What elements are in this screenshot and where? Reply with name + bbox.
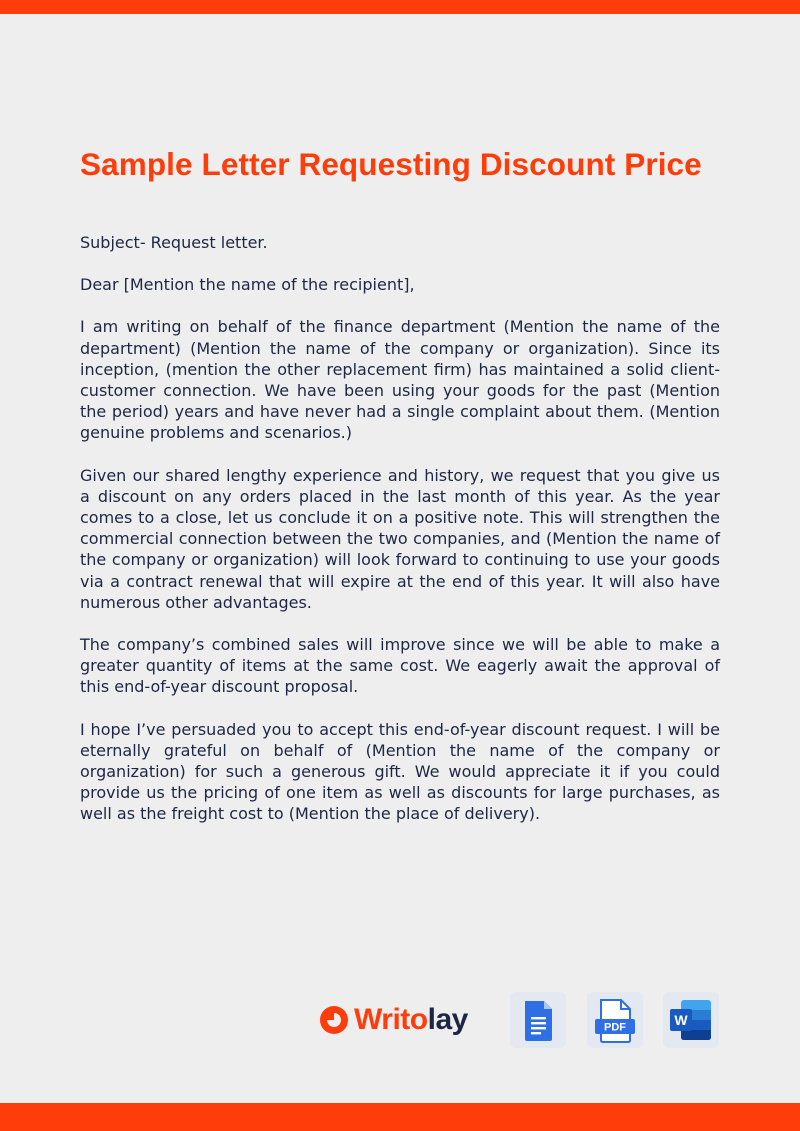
footer [0,990,800,1050]
letter-body [80,232,720,846]
google-docs-icon [510,992,566,1048]
writolay-wordmark: Writolay [354,1003,468,1036]
letter-salutation: Dear [Mention the name of the recipient], [80,275,415,295]
microsoft-word-button[interactable] [663,992,719,1048]
letter-paragraph: I am writing on behalf of the finance department (Mention the name of the department) (Mention the name of the company or organization). Since its inception, (mention the other replacement firm) has maintained a solid client-customer connection. We have been using your goods for the past (Mention the period) years and have never had a single complaint about them. (Mention genuine problems and scenarios.) [80,317,720,443]
letter-subject: Subject- Request letter. [80,233,268,252]
pdf-label: PDF [604,1021,626,1034]
pdf-button[interactable] [587,992,643,1048]
page-title: Sample Letter Requesting Discount Price [80,146,702,182]
top-accent-bar [0,0,800,14]
letter-paragraph: Given our shared lengthy experience and history, we request that you give us a discount on any orders placed in the last month of this year. As the year comes to a close, let us conclude it on a positive note. This will strengthen the commercial connection between the two companies, and (Mention the name of the company or organization) will look forward to continuing to use your goods via a contract renewal that will expire at the end of this year. It will also have numerous other advantages. [80,465,720,612]
pdf-file-icon [587,992,643,1048]
writolay-logo-icon [320,1006,348,1034]
letter-paragraph: The company’s combined sales will improve since we will be able to make a greater quantity of items at the same cost. We eagerly await the approval of this end-of-year discount proposal. [80,635,720,697]
word-label: W [674,1012,688,1028]
google-docs-button[interactable] [510,992,566,1048]
microsoft-word-icon [663,992,719,1048]
writolay-logo[interactable] [320,1002,468,1038]
letter-paragraph: I hope I’ve persuaded you to accept this end-of-year discount request. I will be eternally grateful on behalf of (Mention the name of the company or organization) for such a generous gift. We would appreciate it if you could provide us the pricing of one item as well as discounts for large purchases, as well as the freight cost to (Mention the place of delivery). [80,719,720,824]
bottom-accent-bar [0,1103,800,1131]
